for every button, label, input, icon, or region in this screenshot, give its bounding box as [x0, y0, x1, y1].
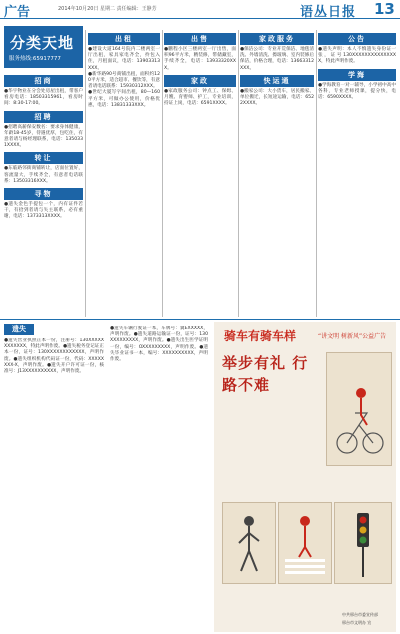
classified-ad: ●遗失声明：本人不慎遗失身份证一张，证号130XXXXXXXXXXXXXXX，特此声明作废。 — [318, 47, 396, 65]
category-header: 遗失 — [4, 324, 34, 335]
banner-title: 分类天地 — [10, 34, 75, 52]
section-divider — [0, 319, 400, 320]
lost-notice-column — [4, 338, 104, 630]
classified-ad: ●家政服务公司：钟点工、保姆、月嫂、育婴师、护工，专业培训，持证上岗，电话：6591XXXX。 — [164, 88, 236, 107]
classified-column-4 — [240, 30, 314, 317]
classified-column-1 — [4, 72, 83, 317]
traffic-light-illustration — [335, 503, 391, 583]
category-header: 快运通 — [240, 75, 314, 87]
classified-ad: ●东临路邻街商铺转让，店面位置好，客流量大，手续齐全，有意者电话联系：13503316XXX。 — [4, 166, 83, 184]
ad-credit: 中共邢台市委宣传部 — [342, 612, 378, 617]
pedestrian-illustration — [223, 503, 275, 583]
classified-column-3 — [164, 30, 236, 317]
category-header: 公告 — [318, 33, 396, 45]
section-title: 广告 — [4, 5, 31, 20]
classified-column-5 — [318, 30, 396, 317]
category-header: 家政服务 — [240, 33, 314, 45]
category-header: 寻物 — [4, 188, 83, 200]
classified-ad: ●新华路90号商铺出租，面积约120平方米，适合超市、餐饮等，有意者请电话联系：15930312XXX。 — [88, 71, 160, 90]
classified-ad: ●搬家公司：大小货车，居民搬家、单位搬迁，长短途运输，电话：6522XXXX。 — [240, 88, 314, 107]
ad-credit: 邢台市文明办 宣 — [342, 620, 372, 625]
crosswalk-illustration — [279, 503, 331, 583]
lost-notice-text: ●遗失车辆行驶证一本，车牌号：冀EXXXXX，声明作废。●遗失道路运输证一份，证号：130XXXXXXXXX，声明作废。●遗失出生医学证明一份，编号：OXXXXXXXXX，声明作废。●遗失毕业证书一本，编号：XXXXXXXXXX，声明作废。 — [110, 326, 208, 363]
newspaper-logo: 语丛日报 — [300, 5, 357, 20]
page-header — [0, 0, 400, 19]
public-service-ad — [214, 322, 396, 632]
column-divider — [162, 30, 163, 317]
ad-illustration-panel — [326, 352, 392, 466]
classified-ad: ●遗失金色手提包一个，内有证件若干，有拾到者请与失主联系，必有重谢，电话：1373313XXXX。 — [4, 202, 83, 220]
ad-title: 骑车有骑车样 — [224, 329, 297, 343]
classified-banner — [4, 26, 83, 68]
column-divider — [85, 30, 86, 317]
classified-ad: ●世纪大厦写字间出租，80—160平方米，可做办公使用，价格优惠，电话：13831333XXX。 — [88, 90, 160, 108]
ad-subtitle: “讲文明 树新风”公益广告 — [318, 333, 387, 340]
classified-ad: ●学海教育一对一辅导，小学初中高中各科，专业老师授课，提分快，电话：6590XXXX。 — [318, 82, 396, 101]
classified-ad: ●招聘高薪保安数名：要求身体健康，年龄18-45岁，待遇优厚，包吃住，有意者请与杨经理联系，电话：1350331XXXX。 — [4, 124, 83, 149]
cyclist-illustration — [327, 353, 391, 465]
issue-meta: 2014年10月20日 星期二 责任编辑：王静芳 — [58, 6, 157, 12]
category-header: 招商 — [4, 75, 83, 87]
classified-ad: ●保洁公司：专业开荒保洁、地毯清洗、外墙清洗、擦玻璃、室内装修后保洁，价格合理，电话：13663312XXX。 — [240, 47, 314, 71]
column-divider — [316, 30, 317, 317]
lost-notice-column — [110, 326, 208, 630]
page-number: 13 — [374, 0, 395, 18]
classified-ad: ●建设大道164号院内二楼两室一厅出租，家具家电齐全，拎包入住，月租面议，电话：13903313XXX。 — [88, 47, 160, 71]
banner-hotline: 服务热线:65917777 — [9, 56, 61, 62]
ad-illustration-panel — [334, 502, 392, 584]
category-header: 转让 — [4, 152, 83, 164]
category-header: 出售 — [164, 33, 236, 45]
category-header: 家政 — [164, 75, 236, 87]
column-divider — [238, 30, 239, 317]
ad-illustration-panel — [278, 502, 332, 584]
classified-ad: ●华宇物业在分会处房屋出租，带客户看房电话：18503315961，看房时间：8:30-17:00。 — [4, 89, 83, 107]
category-header: 招聘 — [4, 111, 83, 123]
classified-ad: ●鹏程小区三楼两室一厅出售，面积96平方米，精装修，带储藏室，手续齐全，电话：13933320XXX。 — [164, 47, 236, 71]
classified-column-2 — [88, 30, 160, 317]
category-header: 学海 — [318, 69, 396, 81]
category-header: 出租 — [88, 33, 160, 45]
ad-slogan: 举步有礼 行路不难 — [222, 354, 309, 394]
ad-illustration-panel — [222, 502, 276, 584]
lost-notice-text: ●遗失营业执照正本一份，注册号：130XXXXXXXXXXXX，特此声明作废。●遗失税务登记证正本一份，证号：130XXXXXXXXXXXX，声明作废。●遗失组织机构代码证一份，代码：XXXXXXXX-X，声明作废。●遗失开户许可证一份，核准号：J13XXXXXXXXXX，声明作废。 — [4, 338, 104, 375]
